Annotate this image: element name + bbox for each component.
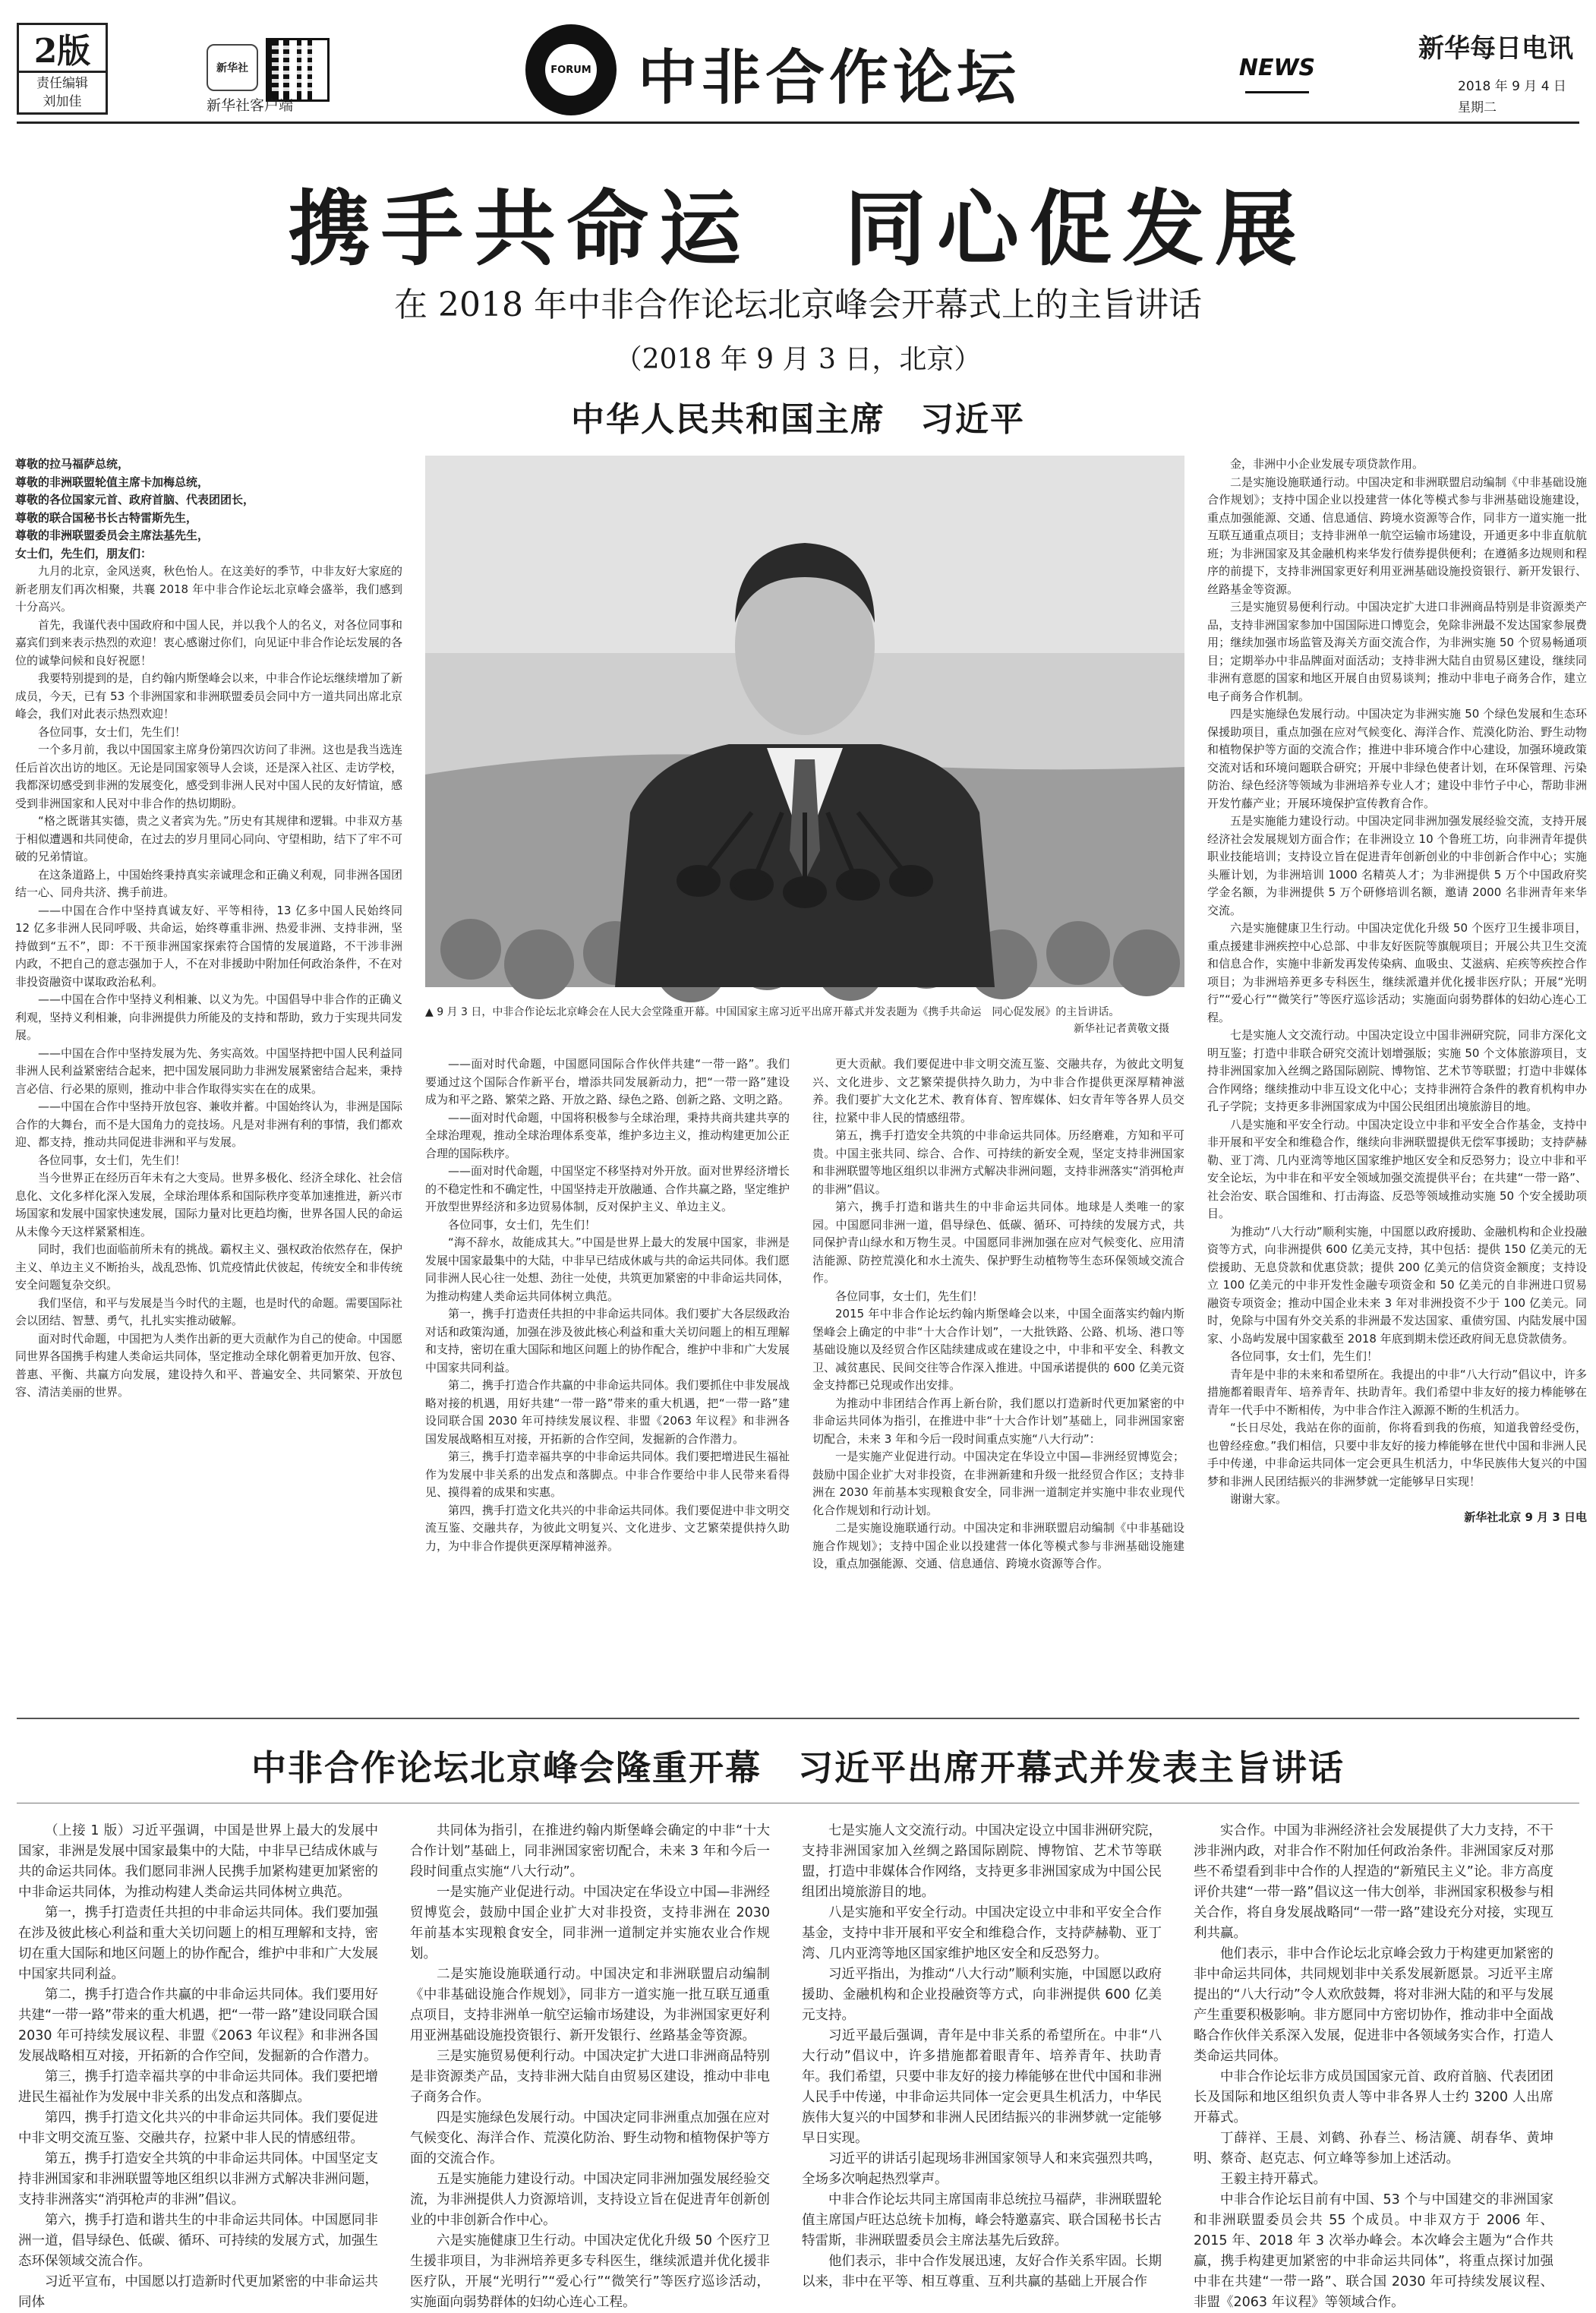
- paragraph: 三是实施贸易便利行动。中国决定扩大进口非洲商品特别是非资源类产品，支持非洲国家参加中国国际进口博览会，免除非洲最不发达国家参展费用；继续加强市场监管及海关方面交流合作，为非洲实施 50 个贸易畅通项目；定期举办中非品牌面对面活动；支持非洲大陆自由贸易区建设，继续同非洲有意愿的国家和地区开展自由贸易谈判；推动中非电子商务合作，建立电子商务合作机制。: [1207, 600, 1587, 703]
- paragraph: 习近平最后强调，青年是中非关系的希望所在。中非“八大行动”倡议中，许多措施都着眼青年、培养青年、扶助青年。我们希望，只要中非友好的接力棒能够在世代中国和非洲人民手中传递，中非命运共同体一定会更具生机活力，中华民族伟大复兴的中国梦和非洲人民团结振兴的非洲梦就一定能够早日实现。: [802, 2028, 1162, 2146]
- section-rule: [17, 1718, 1579, 1719]
- paragraph: “海不辞水，故能成其大。”中国是世界上最大的发展中国家，非洲是发展中国家最集中的大陆，中非早已结成休戚与共的命运共同体。我们愿同非洲人民心往一处想、劲往一处使，共筑更加紧密的中非命运共同体，为推动构建人类命运共同体树立典范。: [425, 1235, 790, 1303]
- salutation: 尊敬的联合国秘书长古特雷斯先生，: [15, 510, 198, 525]
- editor-label: 责任编辑: [36, 76, 88, 91]
- bottom-column-3: [802, 1821, 1162, 2299]
- paragraph: 同时，我们也面临前所未有的挑战。霸权主义、强权政治依然存在，保护主义、单边主义不断抬头，战乱恐怖、饥荒疫情此伏彼起，传统安全和非传统安全问题复杂交织。: [15, 1242, 403, 1292]
- newspaper-name: 新华每日电讯: [1418, 33, 1573, 64]
- editor-info: [17, 71, 108, 115]
- qr-code-pattern: [272, 44, 319, 91]
- news-logo: NEWS: [1245, 44, 1309, 93]
- paragraph: 为推动中非团结合作再上新台阶，我们愿以打造新时代更加紧密的中非命运共同体为指引，在推进中非“十大合作计划”基础上，同非洲国家密切配合，未来 3 年和今后一段时间重点实施“八大行动”：: [812, 1396, 1184, 1446]
- paragraph: 七是实施人文交流行动。中国决定设立中国非洲研究院，支持非洲国家加入丝绸之路国际剧院、博物馆、艺术节等联盟，打造中非媒体合作网络，支持更多非洲国家成为中国公民组团出境旅游目的地。: [802, 1823, 1162, 1900]
- paragraph: 习近平指出，为推动“八大行动”顺利实施，中国愿以政府援助、金融机构和企业投融资等方式，向非洲提供 600 亿美元支持。: [802, 1967, 1162, 2023]
- paragraph: ——面对时代命题，中国愿同国际合作伙伴共建“一带一路”。我们要通过这个国际合作新平台，增添共同发展新动力，把“一带一路”建设成为和平之路、繁荣之路、开放之路、绿色之路、创新之路、文明之路。: [425, 1057, 790, 1106]
- paragraph: 更大贡献。我们要促进中非文明交流互鉴、交融共存，为彼此文明复兴、文化进步、文艺繁荣提供持久助力，为中非合作提供更深厚精神滋养。我们要扩大文化艺术、教育体育、智库媒体、妇女青年等各界人员交往，拉紧中非人民的情感纽带。: [812, 1057, 1184, 1125]
- dateline: （2018 年 9 月 3 日，北京）: [614, 344, 982, 375]
- paragraph: 在这条道路上，中国始终秉持真实亲诚理念和正确义利观，同非洲各国团结一心、同舟共济、携手前进。: [15, 867, 403, 899]
- issue-date: [1458, 76, 1566, 118]
- paragraph: 各位同事，女士们，先生们！: [38, 724, 187, 739]
- paragraph: 三是实施贸易便利行动。中国决定扩大进口非洲商品特别是非资源类产品，支持非洲大陆自由贸易区建设，推动中非电子商务合作。: [410, 2049, 770, 2105]
- paragraph: 第四，携手打造文化共兴的中非命运共同体。我们要促进中非文明交流互鉴、交融共存，拉紧中非人民的情感纽带。: [18, 2110, 378, 2146]
- paragraph: （上接 1 版）习近平强调，中国是世界上最大的发展中国家，非洲是发展中国家最集中的大陆，中非早已结成休戚与共的命运共同体。我们愿同非洲人民携手加紧构建更加紧密的中非命运共同体，为推动构建人类命运共同体树立典范。: [18, 1823, 378, 1900]
- paragraph: 各位同事，女士们，先生们！: [448, 1217, 597, 1232]
- paragraph: 中非合作论坛非方成员国国家元首、政府首脑、代表团团长及国际和地区组织负责人等中非各界人士约 3200 人出席开幕式。: [1194, 2069, 1553, 2125]
- xinhua-logo: 新华社: [207, 44, 258, 91]
- paragraph: 六是实施健康卫生行动。中国决定优化升级 50 个医疗卫生援非项目，为非洲培养更多专科医生，继续派遣并优化援非医疗队，开展“光明行”“爱心行”“微笑行”等医疗巡诊活动，实施面向弱势群体的妇幼心连心工程。: [410, 2233, 770, 2310]
- salutation: 尊敬的非洲联盟委员会主席法基先生，: [15, 529, 210, 542]
- paragraph: 金，非洲中小企业发展专项贷款作用。: [1230, 457, 1424, 471]
- bottom-article-headline: 中非合作论坛北京峰会隆重开幕 习近平出席开幕式并发表主旨讲话: [251, 1747, 1345, 1788]
- paragraph: 面对时代命题，中国把为人类作出新的更大贡献作为自己的使命。中国愿同世界各国携手构建人类命运共同体，坚定推动全球化朝着更加开放、包容、普惠、平衡、共赢方向发展，建设持久和平、普遍安全、共同繁荣、开放包容、清洁美丽的世界。: [15, 1331, 403, 1399]
- paragraph: 五是实施能力建设行动。中国决定同非洲加强发展经验交流，为非洲提供人力资源培训，支持设立旨在促进青年创新创业的中非创新合作中心。: [410, 2172, 770, 2228]
- paragraph: 四是实施绿色发展行动。中国决定为非洲实施 50 个绿色发展和生态环保援助项目，重点加强在应对气候变化、海洋合作、荒漠化防治、野生动物和植物保护等方面的交流合作；推进中非环境合作中心建设，加强环境政策交流对话和环境问题联合研究；开展中非绿色使者计划，在环保管理、污染防治、绿色经济等领域为非洲培养专业人才；建设中非竹子中心，帮助非洲开发竹藤产业；开展环境保护宣传教育合作。: [1207, 707, 1587, 810]
- paragraph: 第一，携手打造责任共担的中非命运共同体。我们要扩大各层级政治对话和政策沟通，加强在涉及彼此核心利益和重大关切问题上的相互理解和支持，密切在重大国际和地区问题上的协作配合，维护中非和广大发展中国家共同利益。: [425, 1307, 790, 1374]
- paragraph: 他们表示，非中合作论坛北京峰会致力于构建更加紧密的非中命运共同体，共同规划非中关系发展新愿景。习近平主席提出的“八大行动”令人欢欣鼓舞，将对非洲大陆的和平与发展产生重要积极影响。非方愿同中方密切协作，推动非中全面战略合作伙伴关系深入发展，促进非中各领域务实合作，打造人类命运共同体。: [1194, 1946, 1553, 2064]
- paragraph: 第一，携手打造责任共担的中非命运共同体。我们要加强在涉及彼此核心利益和重大关切问题上的相互理解和支持，密切在重大国际和地区问题上的协作配合，维护中非和广大发展中国家共同利益。: [18, 1905, 378, 1982]
- forum-seal-text: FORUM: [545, 44, 597, 96]
- bottom-column-1: [18, 1821, 378, 2310]
- client-label: 新华社客户端: [207, 97, 294, 114]
- caption-text: ▲ 9 月 3 日，中非合作论坛北京峰会在人民大会堂隆重开幕。中国国家主席习近平出席开幕式并发表题为《携手共命运 同心促发展》的主旨讲话。: [425, 1006, 1120, 1018]
- speech-column-d: [1207, 456, 1587, 1701]
- paragraph: 丁薛祥、王晨、刘鹤、孙春兰、杨洁篪、胡春华、黄坤明、蔡奇、赵克志、何立峰等参加上述活动。: [1194, 2131, 1553, 2166]
- forum-title: 中非合作论坛: [638, 43, 1021, 112]
- paragraph: 一是实施产业促进行动。中国决定在华设立中国—非洲经贸博览会，鼓励中国企业扩大对非投资，支持非洲在 2030 年前基本实现粮食安全，同非洲一道制定并实施农业合作规划。: [410, 1885, 770, 1961]
- paragraph: 二是实施设施联通行动。中国决定和非洲联盟启动编制《中非基础设施合作规划》；支持中国企业以投建营一体化等模式参与非洲基础设施建设，重点加强能源、交通、信息通信、跨境水资源等合作，同非方一道实施一批互联互通重点项目；支持非洲单一航空运输市场建设，开通更多中非直航航班；为非洲国家及其金融机构来华发行债券提供便利；在遵循多边规则和程序的前提下，支持非洲国家更好利用亚洲基础设施投资银行、新开发银行、丝路基金等资源。: [1207, 475, 1587, 596]
- paragraph: 当今世界正在经历百年未有之大变局。世界多极化、经济全球化、社会信息化、文化多样化深入发展，全球治理体系和国际秩序变革加速推进，新兴市场国家和发展中国家快速发展，国际力量对比更趋均衡，世界各国人民的命运从未像今天这样紧紧相连。: [15, 1171, 403, 1239]
- paragraph: “长日尽处，我站在你的面前，你将看到我的伤痕，知道我曾经受伤，也曾经痊愈。”我们相信，只要中非友好的接力棒能够在世代中国和非洲人民手中传递，中非命运共同体一定会更具生机活力，中华民族伟大复兴的中国梦和非洲人民团结振兴的非洲梦就一定能够早日实现！: [1207, 1421, 1587, 1488]
- bottom-column-2: [410, 1821, 770, 2310]
- paragraph: 中非合作论坛共同主席国南非总统拉马福萨，非洲联盟轮值主席国卢旺达总统卡加梅，峰会特邀嘉宾、联合国秘书长古特雷斯，非洲联盟委员会主席法基先后致辞。: [802, 2192, 1162, 2248]
- paragraph: 一个多月前，我以中国国家主席身份第四次访问了非洲。这也是我当选连任后首次出访的地区。无论是同国家领导人会谈，还是深入社区、走访学校，我都深切感受到非洲的发展变化，感受到非洲人民对中国人民的友好情谊，感受到非洲国家和人民对中非合作的热切期盼。: [15, 743, 403, 810]
- paragraph: 第二，携手打造合作共赢的中非命运共同体。我们要用好共建“一带一路”带来的重大机遇，把“一带一路”建设同联合国 2030 年可持续发展议程、非盟《2063 年议程》和非洲各国发展战略相互对接，开拓新的合作空间，发掘新的合作潜力。: [18, 1987, 378, 2064]
- paragraph: 八是实施和平安全行动。中国决定设立中非和平安全合作基金，支持中非开展和平安全和维稳合作，继续向非洲联盟提供无偿军事援助；支持萨赫勒、亚丁湾、几内亚湾等地区国家维护地区安全和反恐努力；设立中非和平安全论坛，为中非在和平安全领域加强交流提供平台；在共建“一带一路”、社会治安、联合国维和、打击海盗、反恐等领域推动实施 50 个安全援助项目。: [1207, 1117, 1587, 1220]
- paragraph: 我要特别提到的是，自约翰内斯堡峰会以来，中非合作论坛继续增加了新成员，今天，已有 53 个非洲国家和非洲联盟委员会同中方一道共同出席北京峰会，我们对此表示热烈欢迎！: [15, 671, 403, 721]
- page-number: 2版: [17, 23, 108, 71]
- paragraph: 各位同事，女士们，先生们！: [835, 1289, 984, 1303]
- paragraph: “格之既谐其实德，贵之义者宾为先。”历史有其规律和逻辑。中非双方基于相似遭遇和共同使命，在过去的岁月里同心同向、守望相助，结下了牢不可破的兄弟情谊。: [15, 814, 403, 863]
- date-text: 2018 年 9 月 4 日: [1458, 79, 1566, 94]
- paragraph: 第五，携手打造安全共筑的中非命运共同体。中国坚定支持非洲国家和非洲联盟等地区组织以非洲方式解决非洲问题，支持非洲落实“消弭枪声的非洲”倡议。: [18, 2151, 378, 2207]
- bottom-column-4: [1194, 1821, 1553, 2310]
- page-number-box: [17, 23, 108, 109]
- paragraph: 习近平的讲话引起现场非洲国家领导人和来宾强烈共鸣，全场多次响起热烈掌声。: [802, 2151, 1162, 2187]
- paragraph: 第五，携手打造安全共筑的中非命运共同体。历经磨难，方知和平可贵。中国主张共同、综合、合作、可持续的新安全观，坚定支持非洲国家和非洲联盟等地区组织以非洲方式解决非洲问题，支持非洲落实“消弭枪声的非洲”倡议。: [812, 1128, 1184, 1196]
- paragraph: 他们表示，非中合作发展迅速，友好合作关系牢固。长期以来，非中在平等、相互尊重、互利共赢的基础上开展合作: [802, 2254, 1162, 2289]
- paragraph: 实合作。中国为非洲经济社会发展提供了大力支持，不干涉非洲内政，对非合作不附加任何政治条件。非洲国家反对那些不希望看到非中合作的人捏造的“新殖民主义”论。非方高度评价共建“一带一路”倡议这一伟大创举，非洲国家积极参与相关合作，将自身发展战略同“一带一路”建设充分对接，实现互利共赢。: [1194, 1823, 1553, 1941]
- paragraph: ——中国在合作中坚持义利相兼、以义为先。中国倡导中非合作的正确义利观，坚持义利相兼，向非洲提供力所能及的支持和帮助，致力于实现共同发展。: [15, 992, 403, 1042]
- speech-column-b: [425, 1056, 790, 1701]
- speaker-photo-illustration: [425, 456, 1184, 987]
- paragraph: 我们坚信，和平与发展是当今时代的主题，也是时代的命题。需要国际社会以团结、智慧、勇气，扎扎实实推动破解。: [15, 1295, 403, 1327]
- paragraph: 各位同事，女士们，先生们！: [38, 1153, 187, 1167]
- paragraph: 七是实施人文交流行动。中国决定设立中国非洲研究院，同非方深化文明互鉴；打造中非联合研究交流计划增强版；实施 50 个文体旅游项目，支持非洲国家加入丝绸之路国际剧院、博物馆、艺术节等联盟；打造中非媒体合作网络；继续推动中非互设文化中心；支持非洲符合条件的教育机构申办孔子学院；支持更多非洲国家成为中国公民组团出境旅游目的地。: [1207, 1028, 1587, 1113]
- subtitle: 在 2018 年中非合作论坛北京峰会开幕式上的主旨讲话: [394, 286, 1202, 324]
- paragraph: 二是实施设施联通行动。中国决定和非洲联盟启动编制《中非基础设施合作规划》，同非方一道实施一批互联互通重点项目，支持非洲单一航空运输市场建设，为非洲国家更好利用亚洲基础设施投资银行、新开发银行、丝路基金等资源。: [410, 1967, 770, 2043]
- weekday-text: 星期二: [1458, 100, 1497, 115]
- speech-column-c: [812, 1056, 1184, 1701]
- paragraph: ——中国在合作中坚持开放包容、兼收并蓄。中国始终认为，非洲是国际合作的大舞台，而不是大国角力的竞技场。凡是对非洲有利的事情，我们都欢迎、都支持，推动共同促进非洲和平与发展。: [15, 1100, 403, 1149]
- paragraph: 第二，携手打造合作共赢的中非命运共同体。我们要抓住中非发展战略对接的机遇，用好共建“一带一路”带来的重大机遇，把“一带一路”建设同联合国 2030 年可持续发展议程、非盟《2063 年议程》和非洲各国发展战略相互对接，开拓新的合作空间，发掘新的合作潜力。: [425, 1378, 790, 1446]
- salutation: 尊敬的拉马福萨总统，: [15, 457, 130, 471]
- paragraph: 第四，携手打造文化共兴的中非命运共同体。我们要促进中非文明交流互鉴、交融共存，为彼此文明复兴、文化进步、文艺繁荣提供持久助力，为中非合作提供更深厚精神滋养。: [425, 1503, 790, 1553]
- paragraph: 第六，携手打造和谐共生的中非命运共同体。地球是人类唯一的家园。中国愿同非洲一道，倡导绿色、低碳、循环、可持续的发展方式，共同保护青山绿水和万物生灵。中国愿同非洲加强在应对气候变化、应用清洁能源、防控荒漠化和水土流失、保护野生动植物等生态环保领域交流合作。: [812, 1200, 1184, 1285]
- main-headline: 携手共命运 同心促发展: [288, 181, 1307, 277]
- paragraph: ——面对时代命题，中国将积极参与全球治理，秉持共商共建共享的全球治理观，推动全球治理体系变革，维护多边主义，推动构建更加公正合理的国际秩序。: [425, 1110, 790, 1160]
- paragraph: 首先，我谨代表中国政府和中国人民，并以我个人的名义，对各位同事和嘉宾们到来表示热烈的欢迎！衷心感谢过你们，向见证中非合作论坛发展的各位的诚挚问候和良好祝愿！: [15, 617, 403, 667]
- paragraph: 中非合作论坛目前有中国、53 个与中国建交的非洲国家和非洲联盟委员会共 55 个成员。中非双方于 2006 年、2015 年、2018 年 3 次举办峰会。本次峰会主题为“合作共赢，携手构建更加紧密的中非命运共同体”，将重点探讨加强中非在共建“一带一路”、联合国 2030 年可持续发展议程、非盟《2063 年议程》等领域合作。: [1194, 2192, 1553, 2310]
- salutation: 尊敬的各位国家元首、政府首脑、代表团团长，: [15, 493, 255, 506]
- article-end-credit: 新华社北京 9 月 3 日电: [1464, 1510, 1587, 1524]
- paragraph: 谢谢大家。: [1230, 1492, 1288, 1506]
- paragraph: 王毅主持开幕式。: [1220, 2172, 1326, 2187]
- salutation: 尊敬的非洲联盟轮值主席卡加梅总统，: [15, 475, 210, 489]
- forum-seal-logo: [525, 24, 617, 115]
- paragraph: 六是实施健康卫生行动。中国决定优化升级 50 个医疗卫生援非项目，重点援建非洲疾控中心总部、中非友好医院等旗舰项目；开展公共卫生交流和信息合作，实施中非新发再发传染病、血吸虫、艾滋病、疟疾等疾控合作项目；为非洲培养更多专科医生，继续派遣并优化援非医疗队；开展“光明行”“爱心行”“微笑行”等医疗巡诊活动；实施面向弱势群体的妇幼心连心工程。: [1207, 921, 1587, 1024]
- speech-column-a: [15, 456, 402, 1701]
- paragraph: 四是实施绿色发展行动。中国决定同非洲重点加强在应对气候变化、海洋合作、荒漠化防治、野生动物和植物保护等方面的交流合作。: [410, 2110, 770, 2166]
- paragraph: 八是实施和平安全行动。中国决定设立中非和平安全合作基金，支持中非开展和平安全和维稳合作，支持萨赫勒、亚丁湾、几内亚湾等地区国家维护地区安全和反恐努力。: [802, 1905, 1162, 1961]
- paragraph: 2015 年中非合作论坛约翰内斯堡峰会以来，中国全面落实约翰内斯堡峰会上确定的中非“十大合作计划”，一大批铁路、公路、机场、港口等基础设施以及经贸合作区陆续建成或在建设之中，中非和平安全、科教文卫、减贫惠民、民间交往等合作深入推进。中国承诺提供的 600 亿美元资金支持都已兑现或作出安排。: [812, 1307, 1184, 1392]
- paragraph: 第六，携手打造和谐共生的中非命运共同体。中国愿同非洲一道，倡导绿色、低碳、循环、可持续的发展方式，加强生态环保领域交流合作。: [18, 2213, 378, 2269]
- paragraph: 为推动“八大行动”顺利实施，中国愿以政府援助、金融机构和企业投融资等方式，向非洲提供 600 亿美元支持，其中包括：提供 150 亿美元的无偿援助、无息贷款和优惠贷款；提供 200 亿美元的信贷资金额度；支持设立 100 亿美元的中非开发性金融专项资金和 50 亿美元的自非洲进口贸易融资专项资金；推动中国企业未来 3 年对非洲投资不少于 100 亿美元。同时，免除与中国有外交关系的非洲最不发达国家、重债穷国、内陆发展中国家、小岛屿发展中国家截至 2018 年底到期未偿还政府间无息贷款债务。: [1207, 1224, 1587, 1346]
- paragraph: 二是实施设施联通行动。中国决定和非洲联盟启动编制《中非基础设施合作规划》；支持中国企业以投建营一体化等模式参与非洲基础设施建设，重点加强能源、交通、信息通信、跨境水资源等合作。: [812, 1521, 1184, 1570]
- photo-credit: 新华社记者黄敬文摄: [1074, 1023, 1169, 1035]
- paragraph: ——中国在合作中坚持真诚友好、平等相待，13 亿多中国人民始终同 12 亿多非洲人民同呼吸、共命运，始终尊重非洲、热爱非洲、支持非洲，坚持做到“五不”，即：不干预非洲国家探索符合国情的发展道路，不干涉非洲内政，不把自己的意志强加于人，不在对非援助中附加任何政治条件，不在对非投资融资中谋取政治私利。: [15, 903, 403, 989]
- photo-caption: [425, 1004, 1184, 1037]
- editor-name: 刘加佳: [43, 94, 82, 109]
- paragraph: 五是实施能力建设行动。中国决定同非洲加强发展经验交流，支持开展经济社会发展规划方面合作；在非洲设立 10 个鲁班工坊，向非洲青年提供职业技能培训；支持设立旨在促进青年创新创业的中非创新合作中心；实施头雁计划，为非洲培训 1000 名精英人才；为非洲提供 5 万个中国政府奖学金名额，为非洲提供 5 万个研修培训名额，邀请 2000 名非洲青年来华交流。: [1207, 814, 1587, 917]
- paragraph: 一是实施产业促进行动。中国决定在华设立中国—非洲经贸博览会；鼓励中国企业扩大对非投资，在非洲新建和升级一批经贸合作区；支持非洲在 2030 年前基本实现粮食安全，同非洲一道制定并实施中非农业现代化合作规划和行动计划。: [812, 1450, 1184, 1517]
- paragraph: 青年是中非的未来和希望所在。我提出的中非“八大行动”倡议中，许多措施都着眼青年、培养青年、扶助青年。我们希望中非友好的接力棒能够在青年一代手中不断相传，为中非合作注入源源不断的生机活力。: [1207, 1367, 1587, 1417]
- paragraph: 第三，携手打造幸福共享的中非命运共同体。我们要把增进民生福祉作为发展中非关系的出发点和落脚点。中非合作要给中非人民带来看得见、摸得着的成果和实惠。: [425, 1450, 790, 1499]
- paragraph: 共同体为指引，在推进约翰内斯堡峰会确定的中非“十大合作计划”基础上，同非洲国家密切配合，未来 3 年和今后一段时间重点实施“八大行动”。: [410, 1823, 770, 1879]
- paragraph: 习近平宣布，中国愿以打造新时代更加紧密的中非命运共同体: [18, 2274, 378, 2310]
- news-photo: [425, 456, 1184, 987]
- paragraph: ——中国在合作中坚持发展为先、务实高效。中国坚持把中国人民利益同非洲人民利益紧密结合起来，把中国发展同助力非洲发展紧密结合起来，秉持言必信、行必果的原则，推动中非合作取得实实在在的成果。: [15, 1046, 403, 1096]
- paragraph: 第三，携手打造幸福共享的中非命运共同体。我们要把增进民生福祉作为发展中非关系的出发点和落脚点。: [18, 2069, 378, 2105]
- salutation: 女士们，先生们，朋友们：: [15, 546, 153, 560]
- byline: 中华人民共和国主席 习近平: [571, 400, 1025, 439]
- paragraph: 各位同事，女士们，先生们！: [1230, 1349, 1379, 1363]
- paragraph: ——面对时代命题，中国坚定不移坚持对外开放。面对世界经济增长的不稳定性和不确定性，中国坚持走开放融通、合作共赢之路，坚定维护开放型世界经济和多边贸易体制，反对保护主义、单边主义。: [425, 1164, 790, 1213]
- paragraph: 九月的北京，金风送爽，秋色怡人。在这美好的季节，中非友好大家庭的新老朋友们再次相聚，共襄 2018 年中非合作论坛北京峰会盛举，我们感到十分高兴。: [15, 564, 403, 614]
- masthead-rule: [17, 121, 1579, 124]
